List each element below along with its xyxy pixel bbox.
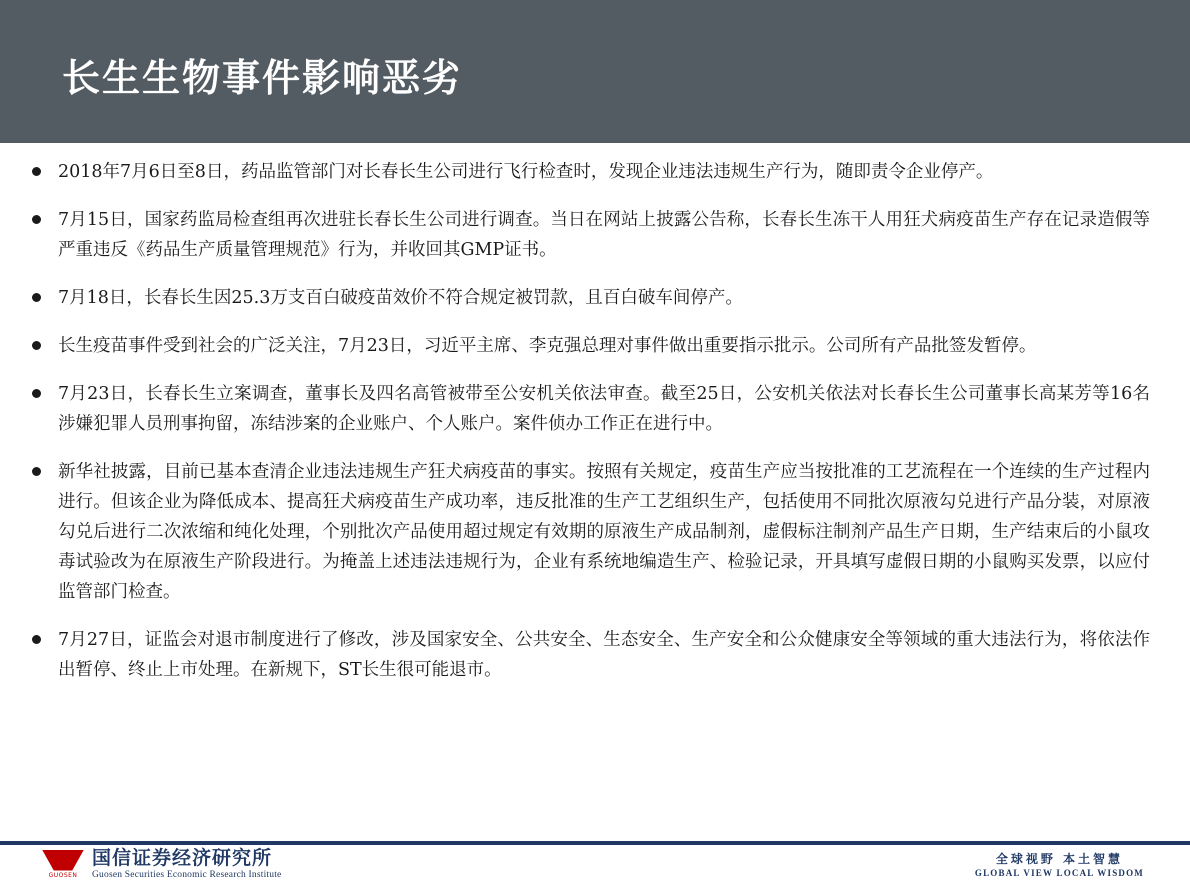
bullet-dot-icon xyxy=(32,467,41,476)
guosen-logo-icon xyxy=(42,850,84,880)
bullet-dot-icon xyxy=(32,389,41,398)
bullet-dot-icon xyxy=(32,215,41,224)
list-item xyxy=(22,205,1150,265)
list-item xyxy=(22,457,1150,607)
company-name-en: Guosen Securities Economic Research Institute xyxy=(92,870,282,880)
list-item-text: 长生疫苗事件受到社会的广泛关注，7月23日，习近平主席、李克强总理对事件做出重要指示批示。公司所有产品批签发暂停。 xyxy=(58,336,1037,356)
company-logo xyxy=(42,847,281,882)
company-name-block xyxy=(92,847,281,882)
logo-mark-text: GUOSEN xyxy=(48,871,78,879)
slide-header xyxy=(0,0,1190,143)
list-item xyxy=(22,379,1150,439)
slide-body xyxy=(0,143,1190,843)
list-item-text: 7月23日，长春长生立案调查，董事长及四名高管被带至公安机关依法审查。截至25日，公安机关依法对长春长生公司董事长高某芳等16名涉嫌犯罪人员刑事拘留，冻结涉案的企业账户、个人账户。案件侦办工作正在进行中。 xyxy=(58,384,1150,434)
slide-footer xyxy=(0,841,1190,892)
list-item-text: 新华社披露，目前已基本查清企业违法违规生产狂犬病疫苗的事实。按照有关规定，疫苗生产应当按批准的工艺流程在一个连续的生产过程内进行。但该企业为降低成本、提高狂犬病疫苗生产成功率，违反批准的生产工艺组织生产，包括使用不同批次原液勾兑进行产品分装，对原液勾兑后进行二次浓缩和纯化处理，个别批次产品使用超过规定有效期的原液生产成品制剂，虚假标注制剂产品生产日期，生产结束后的小鼠攻毒试验改为在原液生产阶段进行。为掩盖上述违法违规行为，企业有系统地编造生产、检验记录，开具填写虚假日期的小鼠购买发票，以应付监管部门检查。 xyxy=(58,462,1150,602)
bullet-list xyxy=(22,157,1150,685)
list-item-text: 2018年7月6日至8日，药品监管部门对长春长生公司进行飞行检查时，发现企业违法违规生产行为，随即责令企业停产。 xyxy=(58,162,994,182)
footer-divider xyxy=(0,843,1190,845)
logo-shape xyxy=(42,850,84,871)
list-item-text: 7月27日，证监会对退市制度进行了修改，涉及国家安全、公共安全、生态安全、生产安全和公众健康安全等领域的重大违法行为，将依法作出暂停、终止上市处理。在新规下，ST长生很可能退市。 xyxy=(58,630,1150,680)
bullet-dot-icon xyxy=(32,293,41,302)
list-item xyxy=(22,283,1150,313)
list-item xyxy=(22,331,1150,361)
list-item xyxy=(22,625,1150,685)
page-title: 长生生物事件影响恶劣 xyxy=(62,56,463,100)
bullet-dot-icon xyxy=(32,635,41,644)
bullet-dot-icon xyxy=(32,341,41,350)
list-item-text: 7月18日，长春长生因25.3万支百白破疫苗效价不符合规定被罚款，且百白破车间停产。 xyxy=(58,288,743,308)
slogan-cn: 全球视野 本土智慧 xyxy=(995,852,1124,866)
company-name-cn: 国信证券经济研究所 xyxy=(92,847,273,869)
bullet-dot-icon xyxy=(32,167,41,176)
footer-slogan xyxy=(975,851,1144,879)
list-item xyxy=(22,157,1150,187)
slogan-en: GLOBAL VIEW LOCAL WISDOM xyxy=(974,868,1144,878)
list-item-text: 7月15日，国家药监局检查组再次进驻长春长生公司进行调查。当日在网站上披露公告称，长春长生冻干人用狂犬病疫苗生产存在记录造假等严重违反《药品生产质量管理规范》行为，并收回其GMP证书。 xyxy=(58,210,1150,260)
